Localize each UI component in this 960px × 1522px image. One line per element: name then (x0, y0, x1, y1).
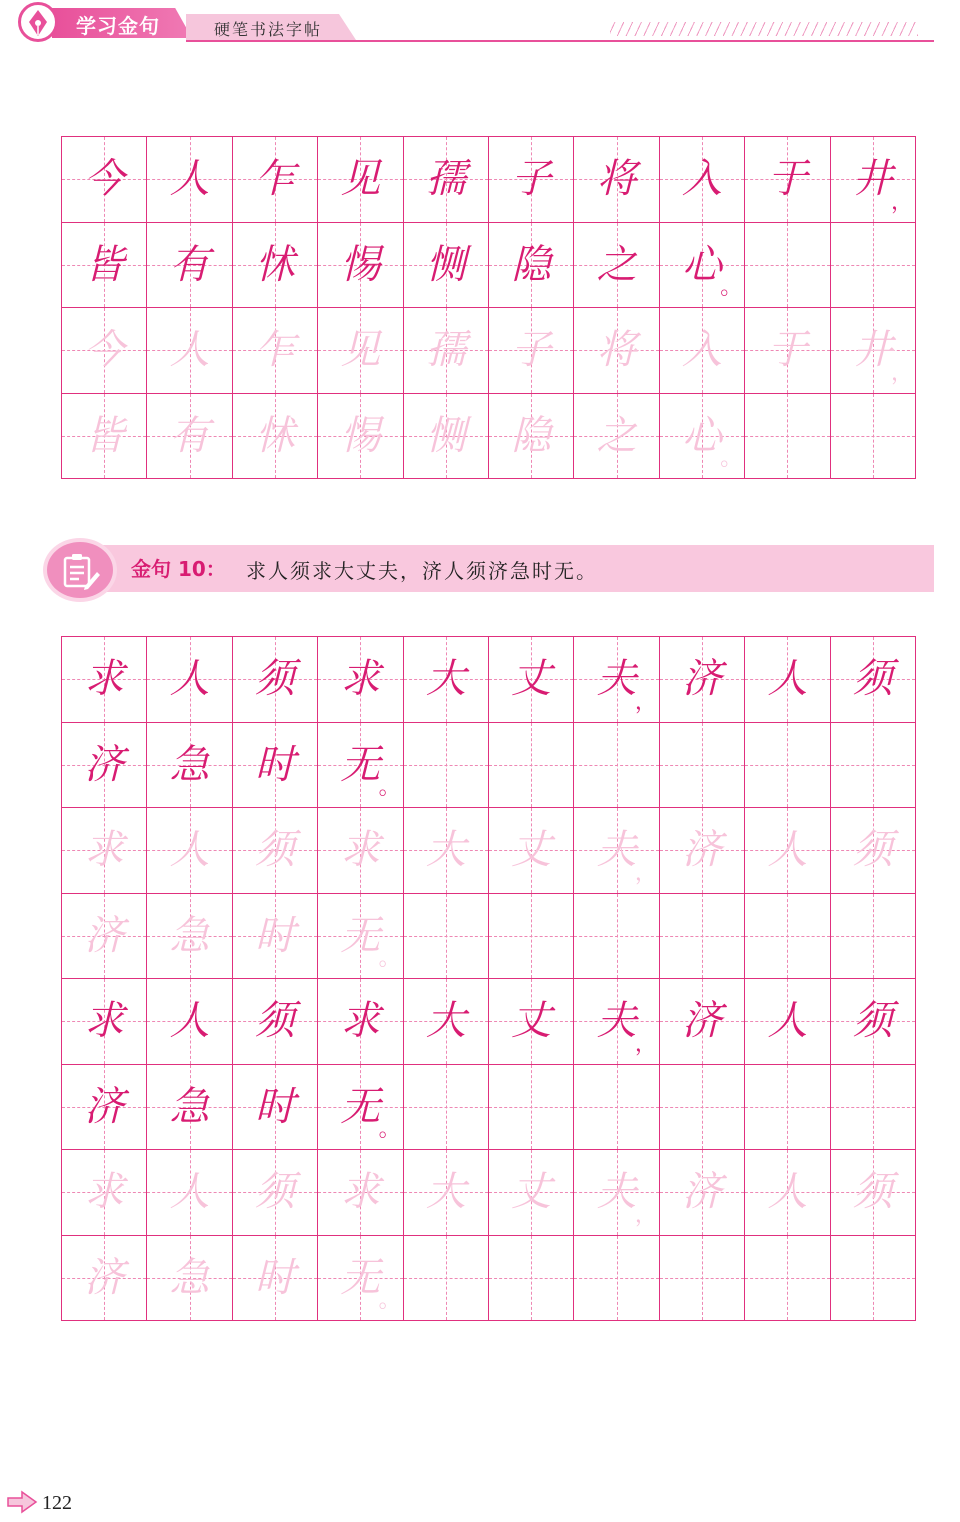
grid-cell (660, 1065, 745, 1151)
practice-character: 人 (169, 998, 210, 1045)
practice-punctuation: 。 (378, 775, 401, 800)
practice-character: 隐 (511, 241, 552, 288)
grid-cell (831, 723, 916, 809)
practice-character: 济 (84, 741, 125, 788)
grid-cell (489, 394, 574, 480)
grid-cell (574, 808, 659, 894)
practice-character: 急 (169, 1254, 210, 1301)
grid-cell (233, 137, 318, 223)
grid-cell (404, 137, 489, 223)
grid-cell (831, 1065, 916, 1151)
practice-character: 怵 (255, 241, 296, 288)
grid-cell (318, 394, 403, 480)
grid-cell (831, 137, 916, 223)
practice-character: 见 (340, 156, 381, 203)
grid-cell (489, 723, 574, 809)
practice-character: 有 (169, 412, 210, 459)
grid-cell (745, 223, 830, 309)
practice-character: 求 (340, 998, 381, 1045)
practice-character: 于 (767, 156, 808, 203)
grid-row (62, 1065, 916, 1151)
practice-punctuation: ， (634, 689, 657, 715)
grid-cell (574, 308, 659, 394)
practice-punctuation: ， (891, 360, 914, 386)
grid-cell (62, 137, 147, 223)
grid-cell (831, 894, 916, 980)
grid-cell (404, 808, 489, 894)
page-header (0, 0, 960, 48)
practice-punctuation: 。 (720, 275, 743, 300)
practice-character: 须 (852, 1169, 893, 1216)
practice-character: 丈 (511, 1169, 552, 1216)
header-title: 学习金句 (76, 14, 160, 38)
grid-cell (489, 894, 574, 980)
grid-cell (489, 137, 574, 223)
grid-row (62, 894, 916, 980)
grid-cell (489, 1065, 574, 1151)
grid-cell (745, 637, 830, 723)
practice-character: 井 (852, 156, 893, 203)
grid-cell (147, 308, 232, 394)
practice-character: 人 (767, 998, 808, 1045)
grid-cell (318, 1236, 403, 1322)
practice-character: 皆 (84, 241, 125, 288)
grid-cell (233, 223, 318, 309)
grid-cell (62, 1065, 147, 1151)
practice-character: 惕 (340, 241, 381, 288)
practice-character: 大 (425, 656, 466, 703)
grid-cell (660, 1150, 745, 1236)
practice-character: 济 (682, 827, 723, 874)
grid-row (62, 637, 916, 723)
header-subtitle: 硬笔书法字帖 (214, 20, 323, 39)
practice-character: 入 (682, 327, 723, 374)
practice-character: 皆 (84, 412, 125, 459)
grid-cell (404, 1150, 489, 1236)
practice-character: 丈 (511, 827, 552, 874)
practice-character: 大 (425, 998, 466, 1045)
grid-cell (831, 808, 916, 894)
grid-cell (574, 979, 659, 1065)
practice-character: 子 (511, 327, 552, 374)
practice-character: 求 (84, 656, 125, 703)
grid-cell (147, 808, 232, 894)
grid-cell (147, 1150, 232, 1236)
practice-character: 须 (852, 656, 893, 703)
grid-cell (745, 979, 830, 1065)
practice-character: 大 (425, 1169, 466, 1216)
practice-character: 之 (596, 412, 637, 459)
practice-character: 求 (84, 1169, 125, 1216)
grid-cell (660, 137, 745, 223)
grid-cell (404, 1065, 489, 1151)
practice-character: 人 (767, 656, 808, 703)
grid-cell (233, 1236, 318, 1322)
grid-cell (62, 394, 147, 480)
practice-character: 时 (255, 1083, 296, 1130)
grid-cell (660, 223, 745, 309)
grid-cell (745, 723, 830, 809)
practice-character: 急 (169, 1083, 210, 1130)
grid-cell (62, 1236, 147, 1322)
practice-character: 求 (84, 998, 125, 1045)
grid-cell (404, 979, 489, 1065)
grid-cell (489, 979, 574, 1065)
practice-character: 人 (169, 1169, 210, 1216)
grid-cell (404, 308, 489, 394)
practice-character: 时 (255, 741, 296, 788)
practice-character: 时 (255, 912, 296, 959)
practice-character: 乍 (255, 327, 296, 374)
grid-cell (745, 394, 830, 480)
grid-cell (489, 637, 574, 723)
grid-cell (147, 637, 232, 723)
grid-cell (62, 1150, 147, 1236)
grid-cell (147, 979, 232, 1065)
practice-character: 济 (682, 998, 723, 1045)
practice-character: 有 (169, 241, 210, 288)
grid-row (62, 723, 916, 809)
grid-cell (318, 979, 403, 1065)
practice-punctuation: ， (634, 860, 657, 886)
grid-cell (62, 808, 147, 894)
grid-cell (831, 637, 916, 723)
practice-character: 求 (340, 656, 381, 703)
grid-row (62, 1150, 916, 1236)
grid-cell (147, 894, 232, 980)
grid-cell (574, 137, 659, 223)
grid-cell (147, 723, 232, 809)
grid-cell (404, 894, 489, 980)
grid-cell (62, 308, 147, 394)
grid-cell (831, 394, 916, 480)
grid-cell (404, 723, 489, 809)
grid-cell (574, 894, 659, 980)
grid-cell (745, 1065, 830, 1151)
practice-grid-1 (61, 136, 916, 479)
grid-cell (745, 808, 830, 894)
grid-row (62, 979, 916, 1065)
practice-character: 济 (84, 1254, 125, 1301)
grid-row (62, 223, 916, 309)
practice-character: 无 (340, 1083, 381, 1130)
practice-character: 人 (169, 656, 210, 703)
grid-cell (489, 223, 574, 309)
grid-cell (147, 1065, 232, 1151)
grid-cell (489, 308, 574, 394)
practice-character: 丈 (511, 656, 552, 703)
grid-cell (831, 308, 916, 394)
practice-character: 人 (169, 327, 210, 374)
grid-cell (745, 894, 830, 980)
grid-cell (233, 979, 318, 1065)
grid-cell (233, 808, 318, 894)
grid-cell (404, 1236, 489, 1322)
practice-character: 之 (596, 241, 637, 288)
practice-punctuation: 。 (720, 446, 743, 471)
grid-cell (574, 1236, 659, 1322)
practice-character: 心 (682, 241, 723, 288)
grid-cell (574, 223, 659, 309)
grid-cell (62, 723, 147, 809)
practice-character: 须 (255, 656, 296, 703)
practice-character: 隐 (511, 412, 552, 459)
practice-punctuation: ， (634, 1031, 657, 1057)
practice-character: 人 (767, 1169, 808, 1216)
grid-cell (660, 637, 745, 723)
grid-cell (660, 308, 745, 394)
grid-cell (318, 808, 403, 894)
practice-character: 孺 (425, 327, 466, 374)
grid-cell (404, 637, 489, 723)
practice-character: 无 (340, 741, 381, 788)
grid-cell (318, 894, 403, 980)
practice-character: 求 (84, 827, 125, 874)
grid-row (62, 1236, 916, 1322)
practice-character: 须 (255, 998, 296, 1045)
grid-cell (318, 637, 403, 723)
practice-character: 大 (425, 827, 466, 874)
practice-character: 恻 (425, 241, 466, 288)
practice-character: 人 (767, 827, 808, 874)
practice-character: 心 (682, 412, 723, 459)
grid-cell (574, 1065, 659, 1151)
grid-cell (233, 1065, 318, 1151)
grid-cell (318, 1065, 403, 1151)
practice-character: 夫 (596, 998, 637, 1045)
practice-character: 井 (852, 327, 893, 374)
page-number: 122 (42, 1492, 72, 1514)
grid-cell (489, 1236, 574, 1322)
practice-character: 子 (511, 156, 552, 203)
practice-character: 时 (255, 1254, 296, 1301)
grid-cell (147, 137, 232, 223)
quote-text: 求人须求大丈夫，济人须济急时无。 (246, 559, 598, 583)
grid-row (62, 137, 916, 223)
grid-cell (233, 637, 318, 723)
practice-character: 今 (84, 156, 125, 203)
grid-cell (233, 894, 318, 980)
practice-character: 人 (169, 156, 210, 203)
grid-cell (574, 723, 659, 809)
grid-cell (745, 1236, 830, 1322)
grid-row (62, 308, 916, 394)
grid-cell (233, 394, 318, 480)
practice-character: 将 (596, 156, 637, 203)
grid-cell (831, 1236, 916, 1322)
practice-character: 孺 (425, 156, 466, 203)
grid-cell (660, 979, 745, 1065)
practice-character: 急 (169, 741, 210, 788)
practice-punctuation: ， (634, 1202, 657, 1228)
grid-cell (489, 1150, 574, 1236)
practice-character: 求 (340, 827, 381, 874)
grid-cell (233, 1150, 318, 1236)
grid-cell (660, 1236, 745, 1322)
practice-character: 见 (340, 327, 381, 374)
practice-character: 恻 (425, 412, 466, 459)
practice-character: 济 (84, 1083, 125, 1130)
practice-character: 济 (682, 1169, 723, 1216)
practice-character: 人 (169, 827, 210, 874)
grid-row (62, 394, 916, 480)
practice-character: 夫 (596, 1169, 637, 1216)
practice-punctuation: 。 (378, 1288, 401, 1313)
grid-cell (831, 223, 916, 309)
grid-cell (745, 308, 830, 394)
practice-character: 怵 (255, 412, 296, 459)
pen-nib-icon (18, 2, 58, 42)
grid-cell (831, 979, 916, 1065)
grid-cell (318, 137, 403, 223)
grid-cell (574, 637, 659, 723)
grid-cell (745, 1150, 830, 1236)
grid-cell (62, 223, 147, 309)
grid-cell (574, 1150, 659, 1236)
grid-cell (660, 723, 745, 809)
practice-punctuation: 。 (378, 946, 401, 971)
grid-cell (404, 223, 489, 309)
grid-cell (318, 308, 403, 394)
grid-cell (233, 723, 318, 809)
arrow-right-icon (6, 1490, 38, 1518)
practice-character: 须 (255, 1169, 296, 1216)
practice-character: 须 (852, 827, 893, 874)
grid-cell (147, 1236, 232, 1322)
practice-character: 无 (340, 1254, 381, 1301)
practice-character: 惕 (340, 412, 381, 459)
practice-character: 丈 (511, 998, 552, 1045)
practice-character: 今 (84, 327, 125, 374)
practice-character: 乍 (255, 156, 296, 203)
quote-label: 金句 10： (131, 557, 226, 581)
grid-cell (318, 223, 403, 309)
grid-cell (574, 394, 659, 480)
practice-character: 入 (682, 156, 723, 203)
grid-cell (318, 1150, 403, 1236)
practice-character: 于 (767, 327, 808, 374)
practice-punctuation: 。 (378, 1117, 401, 1142)
practice-character: 须 (255, 827, 296, 874)
grid-cell (62, 894, 147, 980)
practice-character: 急 (169, 912, 210, 959)
practice-character: 将 (596, 327, 637, 374)
practice-character: 济 (84, 912, 125, 959)
grid-cell (147, 394, 232, 480)
grid-cell (147, 223, 232, 309)
header-rule (186, 40, 934, 42)
practice-grid-2 (61, 636, 916, 1321)
practice-character: 无 (340, 912, 381, 959)
grid-cell (62, 979, 147, 1065)
practice-character: 夫 (596, 827, 637, 874)
clipboard-pencil-icon (43, 538, 117, 602)
practice-character: 求 (340, 1169, 381, 1216)
grid-cell (318, 723, 403, 809)
grid-cell (745, 137, 830, 223)
grid-cell (62, 637, 147, 723)
practice-character: 夫 (596, 656, 637, 703)
grid-cell (660, 808, 745, 894)
grid-row (62, 808, 916, 894)
practice-punctuation: ， (891, 189, 914, 215)
grid-cell (831, 1150, 916, 1236)
grid-cell (233, 308, 318, 394)
grid-cell (660, 394, 745, 480)
grid-cell (660, 894, 745, 980)
header-hatch-decoration (610, 22, 918, 36)
grid-cell (489, 808, 574, 894)
practice-character: 济 (682, 656, 723, 703)
practice-character: 须 (852, 998, 893, 1045)
grid-cell (404, 394, 489, 480)
